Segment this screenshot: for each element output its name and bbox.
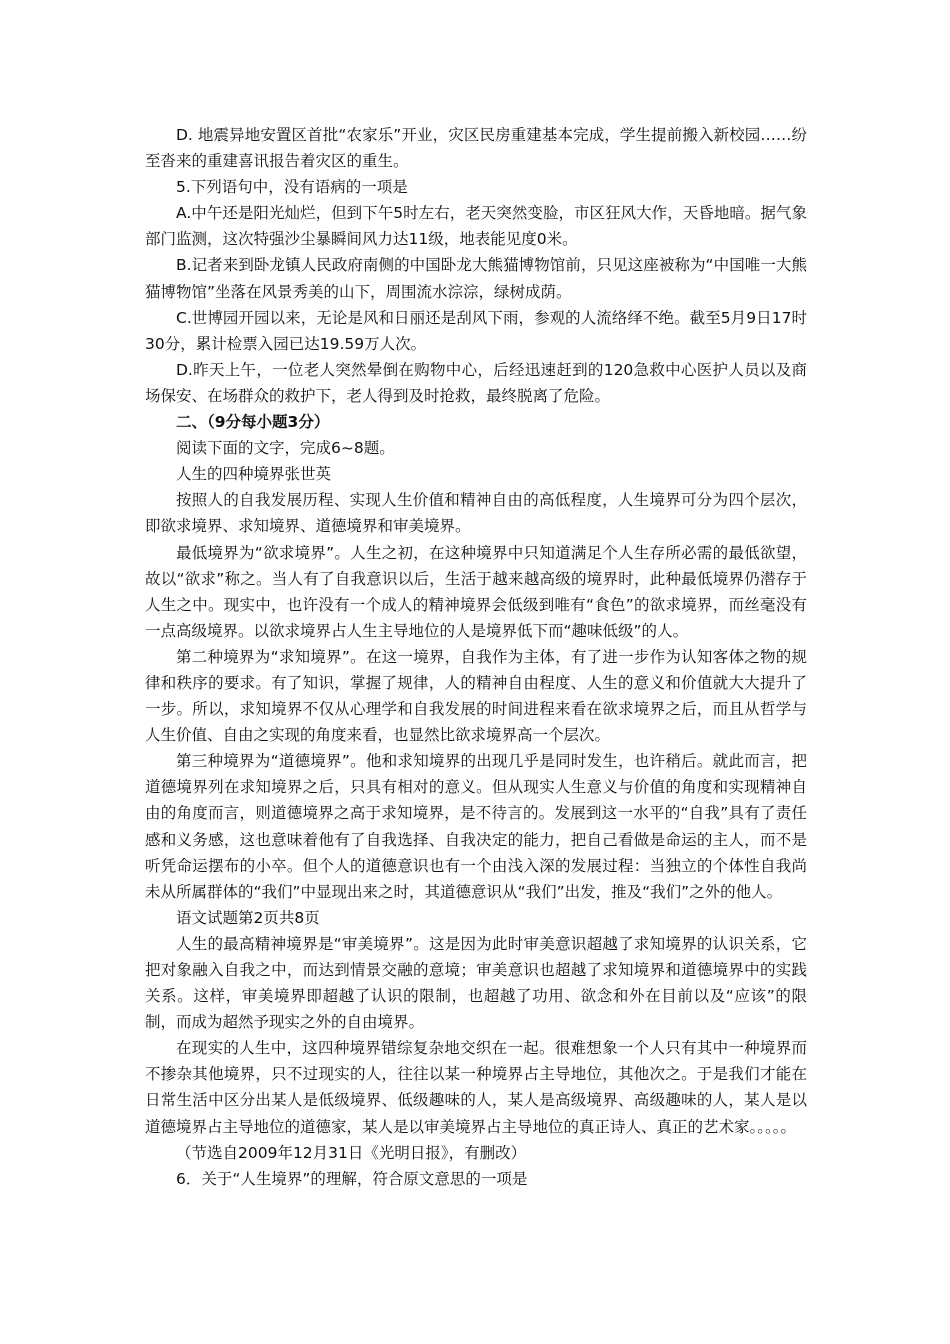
option-d-earthquake-rebuild: D. 地震异地安置区首批“农家乐”开业，灾区民房重建基本完成，学生提前搬入新校园……纷至沓来的重建喜讯报告着灾区的重生。: [145, 126, 807, 171]
article-paragraph-2: 最低境界为“欲求境界”。人生之初，在这种境界中只知道满足个人生存所必需的最低欲望，故以“欲求”称之。当人有了自我意识以后，生活于越来越高级的境界时，此种最低境界仍潜存于人生之中。现实中，也许没有一个成人的精神境界会低级到唯有“食色”的欲求境界，而丝毫没有一点高级境界。以欲求境界占人生主导地位的人是境界低下而“趣味低级”的人。: [145, 543, 807, 640]
reading-instruction: 阅读下面的文字，完成6~8题。: [176, 439, 395, 458]
question-5-prompt: 5.下列语句中，没有语病的一项是: [176, 178, 408, 197]
page-footer: 语文试题第2页共8页: [176, 908, 320, 927]
article-paragraph-6: 在现实的人生中，这四种境界错综复杂地交织在一起。很难想象一个人只有其中一种境界而不掺杂其他境界，只不过现实的人，往往以某一种境界占主导地位，其他次之。于是我们才能在日常生活中区分出某人是低级境界、低级趣味的人，某人是高级境界、高级趣味的人，某人是以道德境界占主导地位的道德家，某人是以审美境界占主导地位的真正诗人、真正的艺术家。。。。。: [145, 1039, 807, 1136]
question-5-option-a: A.中午还是阳光灿烂，但到下午5时左右，老天突然变脸，市区狂风大作，天昏地暗。据气象部门监测，这次特强沙尘暴瞬间风力达11级，地表能见度0米。: [145, 204, 807, 249]
article-source: （节选自2009年12月31日《光明日报》，有删改）: [176, 1143, 527, 1162]
article-paragraph-3: 第二种境界为“求知境界”。在这一境界，自我作为主体，有了进一步作为认知客体之物的规律和秩序的要求。有了知识，掌握了规律，人的精神自由程度、人生的意义和价值就大大提升了一步。所以，求知境界不仅从心理学和自我发展的时间进程来看在欲求境界之后，而且从哲学与人生价值、自由之实现的角度来看，也显然比欲求境界高一个层次。: [145, 647, 807, 745]
question-5-option-d: D.昨天上午，一位老人突然晕倒在购物中心，后经迅速赶到的120急救中心医护人员以及商场保安、在场群众的救护下，老人得到及时抢救，最终脱离了危险。: [145, 360, 807, 405]
question-5-option-b: B.记者来到卧龙镇人民政府南侧的中国卧龙大熊猫博物馆前，只见这座被称为“中国唯一大熊猫博物馆”坐落在风景秀美的山下，周围流水淙淙，绿树成荫。: [145, 256, 807, 301]
article-paragraph-1: 按照人的自我发展历程、实现人生价值和精神自由的高低程度，人生境界可分为四个层次，即欲求境界、求知境界、道德境界和审美境界。: [145, 491, 807, 536]
document-page: [145, 122, 807, 1192]
question-5-option-c: C.世博园开园以来，无论是风和日丽还是刮风下雨，参观的人流络绎不绝。截至5月9日17时30分，累计检票入园已达19.59万人次。: [145, 308, 807, 353]
question-6-prompt: 6．关于“人生境界”的理解，符合原文意思的一项是: [176, 1169, 528, 1188]
article-title: 人生的四种境界张世英: [176, 465, 332, 484]
section-2-heading: 二、（9分每小题3分）: [176, 413, 330, 432]
article-paragraph-5: 人生的最高精神境界是“审美境界”。这是因为此时审美意识超越了求知境界的认识关系，它把对象融入自我之中，而达到情景交融的意境；审美意识也超越了求知境界和道德境界中的实践关系。这样，审美境界即超越了认识的限制，也超越了功用、欲念和外在目前以及“应该”的限制，而成为超然予现实之外的自由境界。: [145, 934, 807, 1032]
article-paragraph-4: 第三种境界为“道德境界”。他和求知境界的出现几乎是同时发生，也许稍后。就此而言，把道德境界列在求知境界之后，只具有相对的意义。但从现实人生意义与价值的角度和实现精神自由的角度而言，则道德境界之高于求知境界，是不待言的。发展到这一水平的“自我”具有了责任感和义务感，这也意味着他有了自我选择、自我决定的能力，把自己看做是命运的主人，而不是听凭命运摆布的小卒。但个人的道德意识也有一个由浅入深的发展过程：当独立的个体性自我尚未从所属群体的“我们”中显现出来之时，其道德意识从“我们”出发，推及“我们”之外的他人。: [145, 752, 807, 901]
